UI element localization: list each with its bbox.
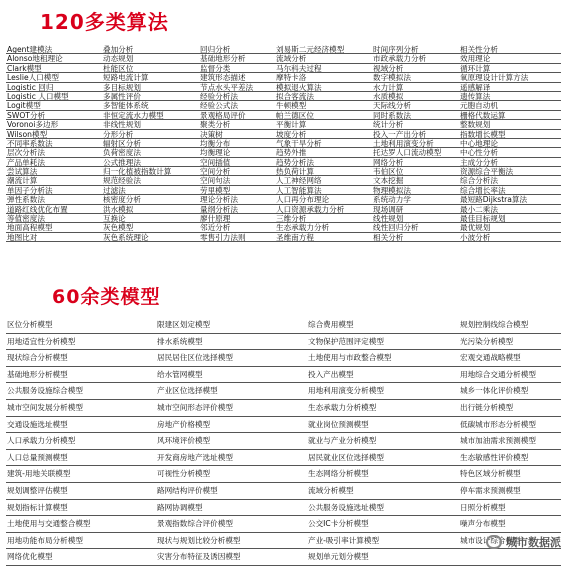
model-cell: 特色区域分析模型 <box>459 466 561 483</box>
algorithm-cell: 等值密度法 <box>6 214 102 223</box>
algorithm-cell: 统计分析 <box>372 120 459 129</box>
algorithm-cell: 马尔科夫过程 <box>275 64 372 73</box>
model-cell <box>459 549 561 566</box>
algorithm-cell: 规范经验法 <box>102 176 199 185</box>
model-cell: 灾害分布特征及诱因模型 <box>156 549 307 566</box>
algorithm-cell: 模拟退火算法 <box>275 83 372 92</box>
algorithm-cell: Logit模型 <box>6 101 102 110</box>
model-cell: 产业区位选择模型 <box>156 383 307 400</box>
algorithm-cell: 相关性分析 <box>459 45 561 54</box>
model-cell: 给水管网模型 <box>156 367 307 384</box>
algorithm-cell: 非线性规划 <box>102 120 199 129</box>
algorithm-cell: 邻近分析 <box>199 223 275 232</box>
algorithm-cell: 小波分析 <box>459 233 561 242</box>
algorithm-cell: 中心地理论 <box>459 139 561 148</box>
algorithm-cell: 景观格局评价 <box>199 111 275 120</box>
algorithm-cell: 经验分析法 <box>199 92 275 101</box>
model-cell: 日照分析模型 <box>459 500 561 517</box>
model-cell: 就业岗位预测模型 <box>307 417 459 434</box>
algorithm-cell: 弹性系数法 <box>6 195 102 204</box>
model-cell: 风环境评价模型 <box>156 433 307 450</box>
algorithm-cell: 趋势分析法 <box>275 158 372 167</box>
algorithm-cell: 动态规划 <box>102 54 199 63</box>
model-cell: 居民居住区位选择模型 <box>156 350 307 367</box>
model-cell: 土地使用与市政整合模型 <box>307 350 459 367</box>
model-cell: 城市设计综合模型 <box>459 533 561 550</box>
algorithm-cell: 数字模拟法 <box>372 73 459 82</box>
algorithm-cell: 尝试算法 <box>6 167 102 176</box>
algorithm-cell: 洪水模拟 <box>102 205 199 214</box>
section-title-algorithms: 120多类算法 <box>40 10 169 34</box>
algorithm-cell: 均衡分布 <box>199 139 275 148</box>
algorithm-cell: 拟合客流法 <box>275 92 372 101</box>
algorithm-cell: 基础地形分析 <box>199 54 275 63</box>
algorithm-cell: 回归分析 <box>199 45 275 54</box>
model-cell: 规划控制线综合模型 <box>459 317 561 334</box>
model-cell: 产业-吸引率计算模型 <box>307 533 459 550</box>
model-cell: 土地使用与交通整合模型 <box>6 516 156 533</box>
algorithm-cell: 现场调研 <box>372 205 459 214</box>
model-cell: 低碳城市形态分析模型 <box>459 417 561 434</box>
algorithm-cell: 产品单耗法 <box>6 158 102 167</box>
algorithm-cell: 相关分析 <box>372 233 459 242</box>
model-cell: 路网协调模型 <box>156 500 307 517</box>
model-cell: 出行链分析模型 <box>459 400 561 417</box>
algorithm-cell: 生态承载力分析 <box>275 223 372 232</box>
model-cell: 人口总量预测模型 <box>6 450 156 467</box>
algorithm-cell: 短路电流计算 <box>102 73 199 82</box>
algorithm-cell: 量纲分析法 <box>199 205 275 214</box>
model-cell: 光污染分析模型 <box>459 334 561 351</box>
algorithms-table <box>6 45 561 242</box>
model-cell: 噪声分布模型 <box>459 516 561 533</box>
algorithm-cell: Wilson模型 <box>6 130 102 139</box>
algorithm-cell: 韦伯区位 <box>372 167 459 176</box>
algorithm-cell: 整数规划 <box>459 120 561 129</box>
algorithm-cell: 系统动力学 <box>372 195 459 204</box>
algorithm-cell: Logistic 回归 <box>6 83 102 92</box>
model-cell: 综合费用模型 <box>307 317 459 334</box>
algorithm-cell: 互换论 <box>102 214 199 223</box>
algorithm-cell: 廖什原理 <box>199 214 275 223</box>
model-cell: 用地利用演变分析模型 <box>307 383 459 400</box>
model-cell: 城市加油需求预测模型 <box>459 433 561 450</box>
model-cell: 现状综合分析模型 <box>6 350 156 367</box>
algorithm-cell: 综合分析法 <box>459 176 561 185</box>
algorithm-cell: 投入一产出分析 <box>372 130 459 139</box>
model-cell: 用地功能布局分析模型 <box>6 533 156 550</box>
algorithm-cell: 同时系数法 <box>372 111 459 120</box>
algorithm-cell: 监督分类 <box>199 64 275 73</box>
wechat-icon <box>486 535 502 549</box>
algorithm-cell: 热负荷计算 <box>275 167 372 176</box>
algorithm-cell: 刘易斯二元经济模型 <box>275 45 372 54</box>
model-cell: 房地产价格模型 <box>156 417 307 434</box>
model-cell: 投入产出模型 <box>307 367 459 384</box>
algorithm-cell: 潮流计算 <box>6 176 102 185</box>
algorithm-cell: 归一化植被指数计算 <box>102 167 199 176</box>
algorithm-cell: 负荷密度法 <box>102 148 199 157</box>
algorithm-cell: 建筑形态描述 <box>199 73 275 82</box>
algorithm-cell: 灰色系统理论 <box>102 233 199 242</box>
model-cell: 路网结构评价模型 <box>156 483 307 500</box>
model-cell: 排水系统模型 <box>156 334 307 351</box>
algorithm-cell: 摩特卡洛 <box>275 73 372 82</box>
model-cell: 用地适宜性分析模型 <box>6 334 156 351</box>
algorithm-cell: 经验公式法 <box>199 101 275 110</box>
algorithm-cell: 杜能区位 <box>102 64 199 73</box>
algorithm-cell: 分形分析 <box>102 130 199 139</box>
model-cell: 区位分析模型 <box>6 317 156 334</box>
model-cell: 网络优化模型 <box>6 549 156 566</box>
algorithm-cell: 人口再分布理论 <box>275 195 372 204</box>
model-cell: 宏观交通战略模型 <box>459 350 561 367</box>
model-cell: 现状与规划比较分析模型 <box>156 533 307 550</box>
algorithm-cell: 栅格代数运算 <box>459 111 561 120</box>
algorithm-cell: Clark模型 <box>6 64 102 73</box>
algorithm-cell: 多属性评价 <box>102 92 199 101</box>
model-cell: 流域分析模型 <box>307 483 459 500</box>
model-cell: 基础地形分析模型 <box>6 367 156 384</box>
algorithm-cell: 主成分分析 <box>459 158 561 167</box>
algorithm-cell: 氧原理设计计算方法 <box>459 73 561 82</box>
model-cell: 用地综合交通分析模型 <box>459 367 561 384</box>
algorithm-cell: 零售引力法则 <box>199 233 275 242</box>
model-cell: 交通设施选址模型 <box>6 417 156 434</box>
algorithm-cell: 叠加分析 <box>102 45 199 54</box>
algorithm-cell: 天际线分析 <box>372 101 459 110</box>
algorithm-cell: Logistic 人口模型 <box>6 92 102 101</box>
algorithm-cell: 文本挖掘 <box>372 176 459 185</box>
algorithm-cell: 坡度分析 <box>275 130 372 139</box>
model-cell: 生态承载力分析模型 <box>307 400 459 417</box>
algorithm-cell: 平衡计算 <box>275 120 372 129</box>
models-table <box>6 317 561 566</box>
model-cell: 开发商房地产选址模型 <box>156 450 307 467</box>
model-cell: 城市空间发展分析模型 <box>6 400 156 417</box>
algorithm-cell: 三维分析 <box>275 214 372 223</box>
algorithm-cell: 不同率系数法 <box>6 139 102 148</box>
algorithm-cell: 劳里模型 <box>199 186 275 195</box>
algorithm-cell: 人工神经网络 <box>275 176 372 185</box>
model-cell: 生态敏感性评价模型 <box>459 450 561 467</box>
algorithm-cell: 土地利用演变分析 <box>372 139 459 148</box>
algorithm-cell: 水质模拟 <box>372 92 459 101</box>
algorithm-cell: 圣维南方程 <box>275 233 372 242</box>
algorithm-cell: 流域分析 <box>275 54 372 63</box>
algorithm-cell: 灰色模型 <box>102 223 199 232</box>
algorithm-cell: 聚类分析 <box>199 120 275 129</box>
algorithm-cell: 最优规划 <box>459 223 561 232</box>
algorithm-cell: 过滤法 <box>102 186 199 195</box>
algorithm-cell: 最小二乘法 <box>459 205 561 214</box>
algorithm-cell: 辐射区分析 <box>102 139 199 148</box>
model-cell: 规划单元划分模型 <box>307 549 459 566</box>
algorithm-cell: 网络分析 <box>372 158 459 167</box>
algorithm-cell: 时间序列分析 <box>372 45 459 54</box>
algorithm-cell: Alonso地租理论 <box>6 54 102 63</box>
model-cell: 生态网络分析模型 <box>307 466 459 483</box>
model-cell: 公交IC卡分析模型 <box>307 516 459 533</box>
model-cell: 公共服务设施选址模型 <box>307 500 459 517</box>
algorithm-cell: 视域分析 <box>372 64 459 73</box>
algorithm-cell: 多目标规划 <box>102 83 199 92</box>
algorithm-cell: 线性回归分析 <box>372 223 459 232</box>
algorithm-cell: 帕兰德区位 <box>275 111 372 120</box>
algorithm-cell: 元胞自动机 <box>459 101 561 110</box>
algorithm-cell: 空间分析 <box>199 167 275 176</box>
algorithm-cell: 牛顿模型 <box>275 101 372 110</box>
watermark-text: 城市数据派 <box>506 536 561 549</box>
model-cell: 就业与产业分析模型 <box>307 433 459 450</box>
model-cell: 停车需求预测模型 <box>459 483 561 500</box>
algorithm-cell: 单因子分析法 <box>6 186 102 195</box>
model-cell: 人口承载力分析模型 <box>6 433 156 450</box>
algorithm-cell: Leslie人口模型 <box>6 73 102 82</box>
section-title-models: 60余类模型 <box>52 286 161 308</box>
model-cell: 规划指标计算模型 <box>6 500 156 517</box>
algorithm-cell: 水力计算 <box>372 83 459 92</box>
algorithm-cell: 趋势外推 <box>275 148 372 157</box>
algorithm-cell: 空间句法 <box>199 176 275 185</box>
algorithm-cell: 公式推理法 <box>102 158 199 167</box>
algorithm-cell: 节点水头平差法 <box>199 83 275 92</box>
algorithm-cell: 遗传算法 <box>459 92 561 101</box>
algorithm-cell: 资源综合平衡法 <box>459 167 561 176</box>
algorithm-cell: 综合增长率法 <box>459 186 561 195</box>
watermark <box>486 534 561 550</box>
algorithm-cell: 指数增长模型 <box>459 130 561 139</box>
algorithm-cell: 决策树 <box>199 130 275 139</box>
algorithm-cell: 中心性分析 <box>459 148 561 157</box>
algorithm-cell: 人工智能算法 <box>275 186 372 195</box>
algorithm-cell: SWOT分析 <box>6 111 102 120</box>
model-cell: 城乡一体化评价模型 <box>459 383 561 400</box>
algorithm-cell: 最短路Dijkstra算法 <box>459 195 561 204</box>
algorithm-cell: 空间插值 <box>199 158 275 167</box>
algorithm-cell: 气象干旱分析 <box>275 139 372 148</box>
algorithm-cell: 最佳目标规划 <box>459 214 561 223</box>
algorithm-cell: 物理模拟法 <box>372 186 459 195</box>
model-cell: 可视性分析模型 <box>156 466 307 483</box>
model-cell: 建筑-用地关联模型 <box>6 466 156 483</box>
model-cell: 限建区划定模型 <box>156 317 307 334</box>
algorithm-cell: 市政承载力分析 <box>372 54 459 63</box>
algorithm-cell: 循环计算 <box>459 64 561 73</box>
algorithm-cell: 道路红线优化布置 <box>6 205 102 214</box>
algorithm-cell: 理论分析法 <box>199 195 275 204</box>
algorithm-cell: 核密度分析 <box>102 195 199 204</box>
algorithm-cell: 线性规划 <box>372 214 459 223</box>
model-cell: 文物保护范围评定模型 <box>307 334 459 351</box>
algorithm-cell: 均衡理论 <box>199 148 275 157</box>
algorithm-cell: Agent建模法 <box>6 45 102 54</box>
algorithm-cell: 多智能体系统 <box>102 101 199 110</box>
algorithm-cell: 非恒定流水力模型 <box>102 111 199 120</box>
algorithm-cell: 地图比对 <box>6 233 102 242</box>
algorithm-cell: 地面高程模型 <box>6 223 102 232</box>
model-cell: 居民就业区位选择模型 <box>307 450 459 467</box>
algorithm-cell: 人口资源承载力分析 <box>275 205 372 214</box>
algorithm-cell: 效用理论 <box>459 54 561 63</box>
model-cell: 景观指数综合评价模型 <box>156 516 307 533</box>
algorithm-cell: 层次分析法 <box>6 148 102 157</box>
model-cell: 规划调整评估模型 <box>6 483 156 500</box>
algorithm-cell: Voronoi多边形 <box>6 120 102 129</box>
algorithm-cell: 托达罗人口流动模型 <box>372 148 459 157</box>
model-cell: 公共服务设施综合模型 <box>6 383 156 400</box>
algorithm-cell: 遥感解译 <box>459 83 561 92</box>
model-cell: 城市空间形态评价模型 <box>156 400 307 417</box>
